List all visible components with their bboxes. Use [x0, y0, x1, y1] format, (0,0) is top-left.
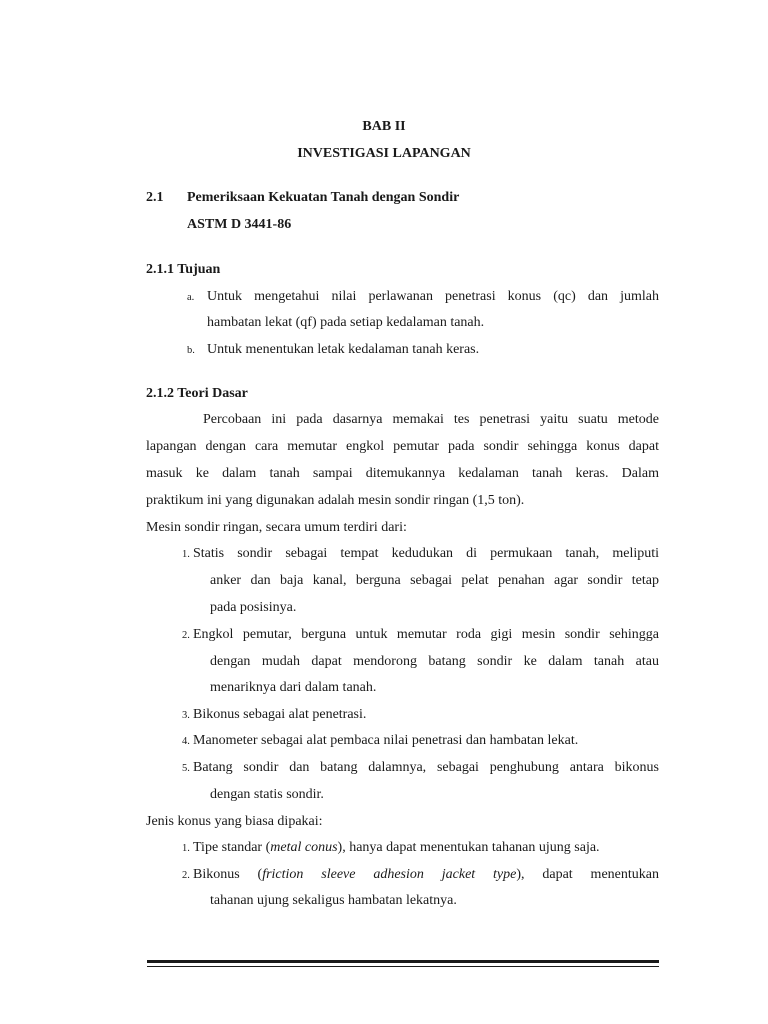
- italic-term: metal conus: [270, 840, 338, 855]
- list-marker: b.: [187, 345, 195, 356]
- list-marker: a.: [187, 292, 195, 303]
- list-item-text: tahanan ujung sekaligus hambatan lekatnya.: [210, 893, 457, 908]
- text-run: ), hanya dapat menentukan tahanan ujung saja.: [337, 840, 600, 855]
- text-run: ), dapat menentukan: [516, 867, 659, 882]
- section-number: 2.1: [146, 190, 164, 205]
- list-item-text: menariknya dari dalam tanah.: [210, 680, 377, 695]
- list-item-text: [193, 840, 600, 856]
- list-item-text: Batang sondir dan batang dalamnya, sebagai penghubung antara bikonus: [193, 760, 659, 775]
- footer-rule-thick: [147, 960, 659, 963]
- chapter-label: BAB II: [362, 119, 406, 134]
- list-item-text: pada posisinya.: [210, 600, 297, 615]
- list-marker: 5.: [182, 763, 190, 774]
- machine-intro: Mesin sondir ringan, secara umum terdiri dari:: [146, 520, 407, 535]
- list-item-text: Statis sondir sebagai tempat kedudukan di permukaan tanah, meliputi: [193, 546, 659, 561]
- paragraph-line: Percobaan ini pada dasarnya memakai tes penetrasi yaitu suatu metode: [203, 412, 659, 427]
- list-marker: 2.: [182, 630, 190, 641]
- section-title: Pemeriksaan Kekuatan Tanah dengan Sondir: [187, 190, 460, 205]
- list-item-text: hambatan lekat (qf) pada setiap kedalaman tanah.: [207, 315, 485, 330]
- list-marker: 3.: [182, 710, 190, 721]
- list-marker: 1.: [182, 549, 190, 560]
- list-item-text: Engkol pemutar, berguna untuk memutar roda gigi mesin sondir sehingga: [193, 627, 659, 642]
- chapter-title: INVESTIGASI LAPANGAN: [297, 146, 471, 161]
- list-item-text: [193, 867, 659, 883]
- italic-term: friction sleeve adhesion jacket type: [262, 867, 517, 882]
- paragraph-line: masuk ke dalam tanah sampai ditemukannya kedalaman tanah keras. Dalam: [146, 466, 659, 481]
- subsection-heading-tujuan: 2.1.1 Tujuan: [146, 262, 221, 277]
- text-run: Bikonus (: [193, 867, 263, 882]
- section-subtitle: ASTM D 3441-86: [187, 217, 292, 232]
- text-run: Tipe standar (: [193, 840, 271, 855]
- list-item-text: Bikonus sebagai alat penetrasi.: [193, 707, 367, 722]
- list-item-text: Untuk mengetahui nilai perlawanan penetrasi konus (qc) dan jumlah: [207, 289, 659, 304]
- list-item-text: anker dan baja kanal, berguna sebagai pelat penahan agar sondir tetap: [210, 573, 659, 588]
- footer-rule-thin: [147, 966, 659, 967]
- list-marker: 1.: [182, 843, 190, 854]
- paragraph-line: lapangan dengan cara memutar engkol pemutar pada sondir sehingga konus dapat: [146, 439, 659, 454]
- paragraph-line: praktikum ini yang digunakan adalah mesin sondir ringan (1,5 ton).: [146, 493, 525, 508]
- list-item-text: Untuk menentukan letak kedalaman tanah keras.: [207, 342, 480, 357]
- list-item-text: dengan statis sondir.: [210, 787, 324, 802]
- list-marker: 2.: [182, 870, 190, 881]
- list-item-text: dengan mudah dapat mendorong batang sondir ke dalam tanah atau: [210, 654, 659, 669]
- list-item-text: Manometer sebagai alat pembaca nilai penetrasi dan hambatan lekat.: [193, 733, 579, 748]
- cone-intro: Jenis konus yang biasa dipakai:: [146, 814, 323, 829]
- subsection-heading-teori: 2.1.2 Teori Dasar: [146, 386, 248, 401]
- list-marker: 4.: [182, 736, 190, 747]
